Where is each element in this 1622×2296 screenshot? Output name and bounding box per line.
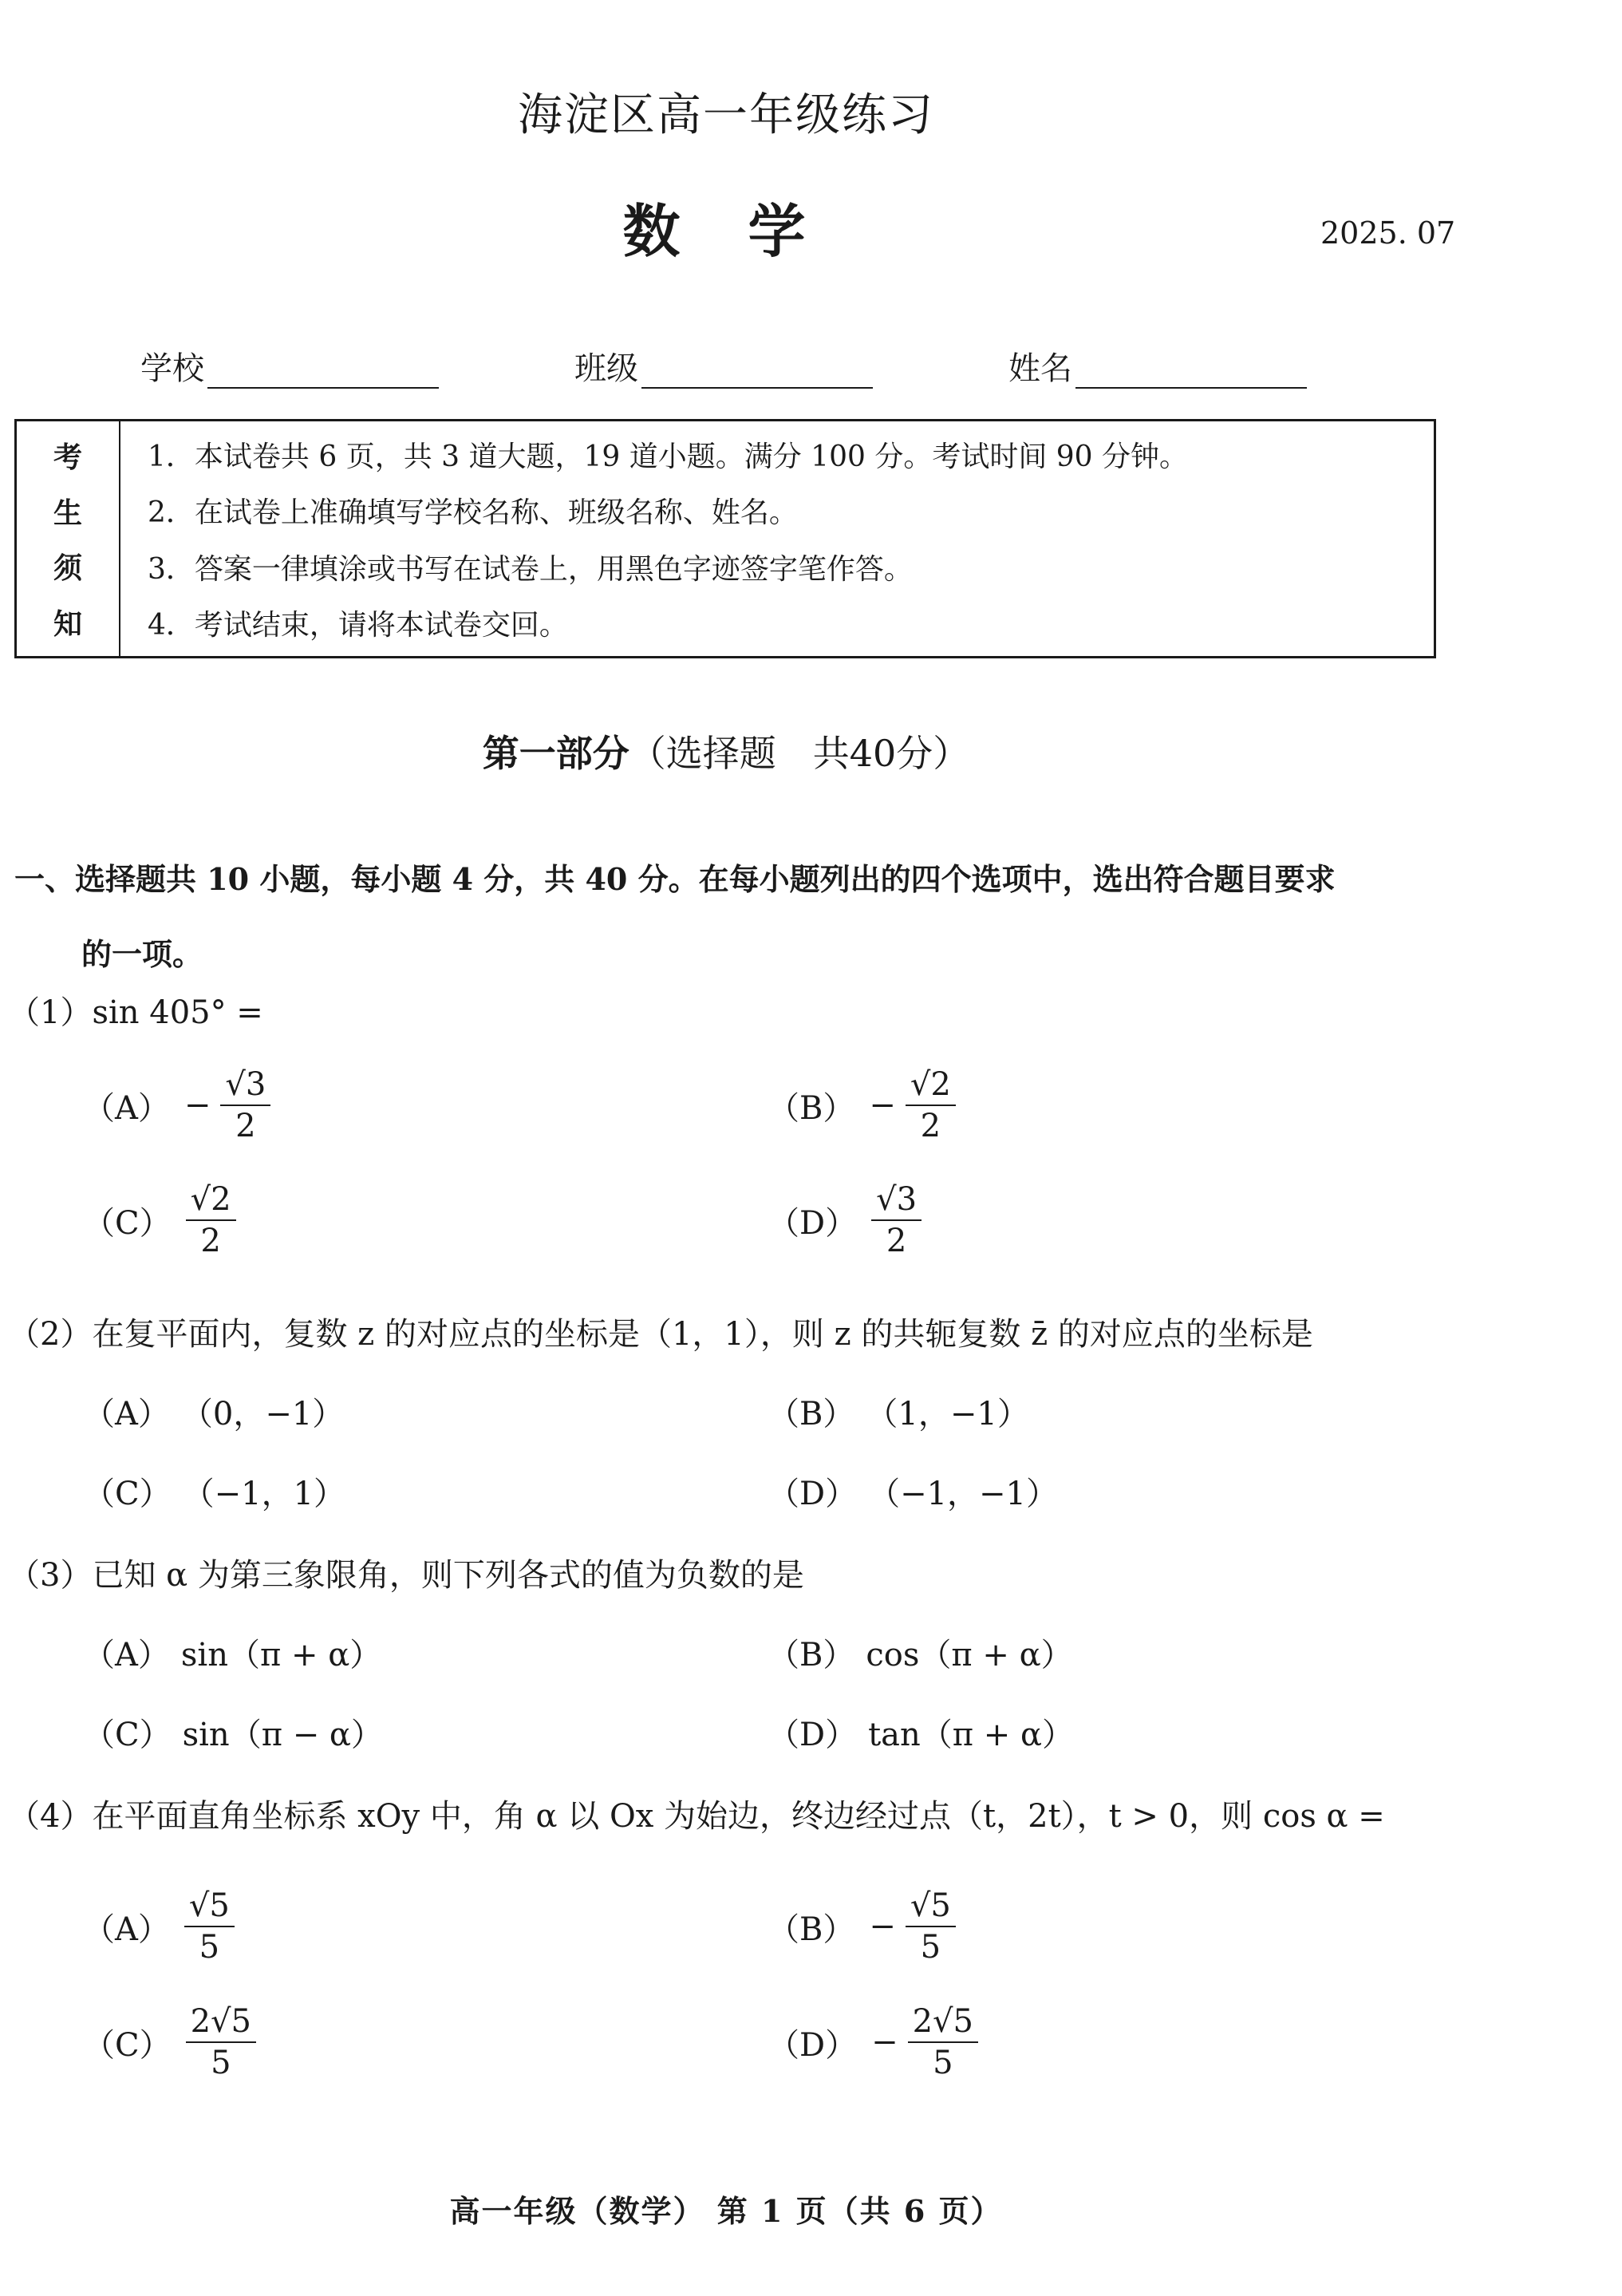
fraction-denominator: 2 <box>886 1223 907 1259</box>
option-label: （D） <box>768 1717 858 1753</box>
school-label: 学校 <box>140 350 204 387</box>
option-fraction <box>871 1181 922 1259</box>
q1-option-b[interactable] <box>768 1066 959 1144</box>
name-label: 姓名 <box>1008 350 1072 387</box>
notice-label-char: 考 <box>53 441 82 475</box>
q3-option-d[interactable] <box>768 1709 1074 1755</box>
q1-option-a[interactable] <box>83 1066 274 1144</box>
class-label: 班级 <box>574 350 638 387</box>
option-fraction <box>908 2003 978 2081</box>
option-label: （C） <box>83 1717 172 1753</box>
fraction-denominator: 2 <box>920 1108 941 1144</box>
fraction-numerator: √5 <box>184 1887 235 1927</box>
fraction-numerator: √2 <box>906 1066 956 1106</box>
option-label: （A） <box>83 1911 170 1948</box>
q4-option-b[interactable] <box>768 1887 959 1966</box>
option-text: cos（π + α） <box>866 1637 1073 1674</box>
q1-option-d[interactable] <box>768 1181 925 1259</box>
option-sign: − <box>184 1087 211 1124</box>
question-4-stem: （4）在平面直角坐标系 xOy 中，角 α 以 Ox 为始边，终边经过点（t，2t），t > 0，则 cos α = <box>8 1798 1385 1835</box>
part-heading <box>0 725 1452 777</box>
option-label: （A） <box>83 1637 170 1674</box>
option-text: sin（π + α） <box>180 1637 382 1674</box>
notice-item: 4．考试结束，请将本试卷交回。 <box>148 609 568 642</box>
q4-option-a[interactable] <box>83 1887 238 1966</box>
section-instructions-line: 一、选择题共 10 小题，每小题 4 分，共 40 分。在每小题列出的四个选项中，选出符合题目要求 <box>14 861 1336 897</box>
option-fraction <box>906 1066 956 1144</box>
option-text: （1，−1） <box>866 1396 1029 1433</box>
q1-option-c[interactable] <box>83 1181 239 1259</box>
option-sign: − <box>869 1087 896 1124</box>
fraction-numerator: √3 <box>871 1181 922 1221</box>
option-text: （−1，−1） <box>868 1476 1059 1512</box>
exam-notice-box <box>14 419 1436 658</box>
q2-option-c[interactable] <box>83 1468 345 1514</box>
option-fraction <box>906 1887 956 1966</box>
fraction-numerator: √5 <box>906 1887 956 1927</box>
class-field <box>574 343 873 389</box>
fraction-denominator: 5 <box>211 2045 231 2081</box>
notice-label-char: 须 <box>53 551 82 586</box>
section-instructions <box>14 842 1442 992</box>
q3-option-c[interactable] <box>83 1709 383 1755</box>
exam-date: 2025. 07 <box>1320 215 1456 251</box>
option-text: tan（π + α） <box>868 1717 1075 1753</box>
question-2-stem: （2）在复平面内，复数 z 的对应点的坐标是（1，1），则 z 的共轭复数 z̄ 的对应点的坐标是 <box>8 1316 1313 1353</box>
notice-label-char: 知 <box>53 607 82 641</box>
part-title: 第一部分 <box>482 732 629 775</box>
question-1-stem: （1）sin 405° = <box>8 994 263 1031</box>
notice-label <box>17 421 120 656</box>
q3-option-a[interactable] <box>83 1630 381 1675</box>
option-sign: − <box>869 1908 896 1945</box>
fraction-denominator: 5 <box>920 1929 941 1966</box>
option-text: （0，−1） <box>180 1396 345 1433</box>
option-fraction <box>220 1066 270 1144</box>
school-blank[interactable] <box>207 355 439 389</box>
option-label: （B） <box>768 1637 855 1674</box>
fraction-denominator: 2 <box>235 1108 256 1144</box>
class-blank[interactable] <box>641 355 873 389</box>
fraction-denominator: 5 <box>933 2045 953 2081</box>
notice-list <box>120 421 1434 656</box>
notice-item: 1．本试卷共 6 页，共 3 道大题，19 道小题。满分 100 分。考试时间 90 分钟。 <box>148 440 1189 473</box>
option-fraction <box>186 2003 256 2081</box>
q2-option-b[interactable] <box>768 1389 1029 1434</box>
option-sign: − <box>871 2024 898 2061</box>
option-label: （B） <box>768 1089 855 1127</box>
name-field <box>1008 343 1307 389</box>
fraction-numerator: 2√5 <box>186 2003 256 2043</box>
option-label: （D） <box>768 1204 858 1242</box>
part-subtitle: （选择题 共40分） <box>629 732 970 775</box>
fraction-denominator: 5 <box>199 1929 220 1966</box>
section-instructions-line: 的一项。 <box>81 936 203 972</box>
option-label: （C） <box>83 1476 172 1512</box>
subject-title: 数 学 <box>622 197 830 265</box>
q2-option-d[interactable] <box>768 1468 1058 1514</box>
option-label: （C） <box>83 1204 172 1242</box>
question-3-stem: （3）已知 α 为第三象限角，则下列各式的值为负数的是 <box>8 1557 804 1594</box>
q4-option-c[interactable] <box>83 2003 259 2081</box>
option-label: （B） <box>768 1396 855 1433</box>
option-label: （A） <box>83 1396 170 1433</box>
option-label: （C） <box>83 2026 172 2064</box>
option-fraction <box>184 1887 235 1966</box>
option-fraction <box>186 1181 236 1259</box>
option-label: （D） <box>768 2026 858 2064</box>
notice-label-char: 生 <box>53 496 82 530</box>
page-footer: 高一年级（数学） 第 1 页（共 6 页） <box>449 2193 1003 2229</box>
fraction-numerator: √3 <box>220 1066 270 1106</box>
q2-option-a[interactable] <box>83 1389 344 1434</box>
q4-option-d[interactable] <box>768 2003 981 2081</box>
school-field <box>140 343 439 389</box>
option-label: （B） <box>768 1911 855 1948</box>
option-label: （A） <box>83 1089 170 1127</box>
notice-item: 2．在试卷上准确填写学校名称、班级名称、姓名。 <box>148 496 798 530</box>
fraction-numerator: 2√5 <box>908 2003 978 2043</box>
option-label: （D） <box>768 1476 858 1512</box>
option-text: （−1，1） <box>182 1476 346 1512</box>
name-blank[interactable] <box>1075 355 1307 389</box>
fraction-denominator: 2 <box>200 1223 221 1259</box>
q3-option-b[interactable] <box>768 1630 1073 1675</box>
option-text: sin（π − α） <box>182 1717 383 1753</box>
notice-item: 3．答案一律填涂或书写在试卷上，用黑色字迹签字笔作答。 <box>148 552 913 586</box>
exam-title: 海淀区高一年级练习 <box>518 89 934 141</box>
fraction-numerator: √2 <box>186 1181 236 1221</box>
